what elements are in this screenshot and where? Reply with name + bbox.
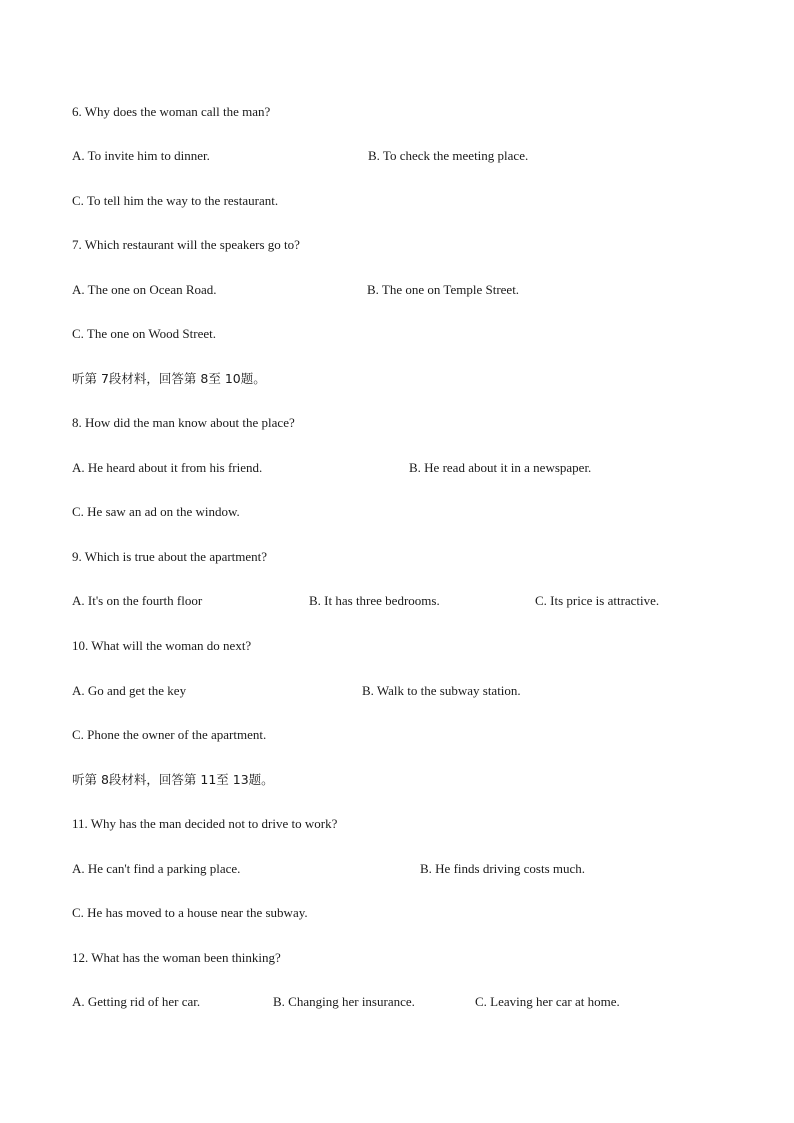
question-8-option-a: A. He heard about it from his friend. (72, 460, 263, 475)
question-10-stem: 10. What will the woman do next? (72, 638, 252, 653)
question-9-stem: 9. Which is true about the apartment? (72, 549, 268, 564)
question-9-option-b: B. It has three bedrooms. (309, 593, 440, 608)
question-11-option-c: C. He has moved to a house near the subway. (72, 905, 308, 920)
question-6-option-c: C. To tell him the way to the restaurant. (72, 193, 279, 208)
question-6-option-b: B. To check the meeting place. (368, 148, 529, 163)
question-8-stem: 8. How did the man know about the place? (72, 415, 295, 430)
question-8-option-b: B. He read about it in a newspaper. (409, 460, 592, 475)
question-9-option-a: A. It's on the fourth floor (72, 593, 203, 608)
question-11-stem: 11. Why has the man decided not to drive to work? (72, 816, 338, 831)
question-12-option-a: A. Getting rid of her car. (72, 994, 201, 1009)
question-6-stem: 6. Why does the woman call the man? (72, 104, 271, 119)
question-7-option-c: C. The one on Wood Street. (72, 326, 216, 341)
section-heading-8: 听第 8段材料，回答第 11至 13题。 (72, 772, 274, 787)
question-10-option-b: B. Walk to the subway station. (362, 683, 521, 698)
question-11-option-b: B. He finds driving costs much. (420, 861, 586, 876)
question-6-option-a: A. To invite him to dinner. (72, 148, 210, 163)
question-10-option-a: A. Go and get the key (72, 683, 187, 698)
section-heading-7: 听第 7段材料，回答第 8至 10题。 (72, 371, 266, 386)
question-12-stem: 12. What has the woman been thinking? (72, 950, 281, 965)
question-9-option-c: C. Its price is attractive. (535, 593, 660, 608)
question-8-option-c: C. He saw an ad on the window. (72, 504, 240, 519)
question-7-stem: 7. Which restaurant will the speakers go to? (72, 237, 300, 252)
question-11-option-a: A. He can't find a parking place. (72, 861, 241, 876)
question-12-option-c: C. Leaving her car at home. (475, 994, 620, 1009)
question-7-option-a: A. The one on Ocean Road. (72, 282, 217, 297)
question-12-option-b: B. Changing her insurance. (273, 994, 415, 1009)
question-7-option-b: B. The one on Temple Street. (367, 282, 520, 297)
question-10-option-c: C. Phone the owner of the apartment. (72, 727, 267, 742)
